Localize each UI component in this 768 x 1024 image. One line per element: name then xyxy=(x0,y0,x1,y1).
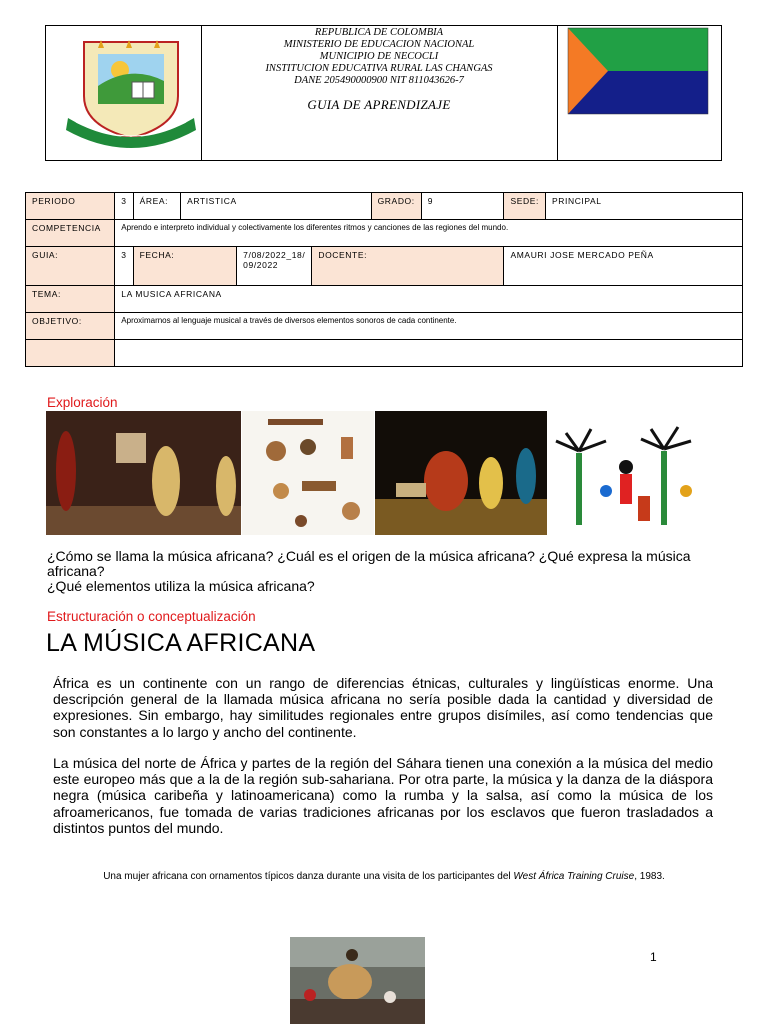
periodo-value: 3 xyxy=(115,193,133,220)
sede-value: PRINCIPAL xyxy=(545,193,742,220)
competencia-label: COMPETENCIA xyxy=(26,220,115,247)
tema-label: TEMA: xyxy=(26,286,115,313)
exploration-questions xyxy=(47,549,727,594)
page-number: 1 xyxy=(650,950,657,964)
info-table xyxy=(25,192,743,367)
african-art-illustration xyxy=(548,411,706,535)
header-line: DANE 205490000900 NIT 811043626-7 xyxy=(294,75,464,86)
flag-cell xyxy=(557,26,722,160)
header-line: REPUBLICA DE COLOMBIA xyxy=(314,27,444,38)
docente-value: AMAURI JOSE MERCADO PEÑA xyxy=(504,247,743,286)
exploration-image-strip xyxy=(46,411,706,535)
school-flag xyxy=(558,26,722,160)
docente-label: DOCENTE: xyxy=(312,247,504,286)
header-line: MUNICIPIO DE NECOCLI xyxy=(319,51,439,62)
header-line: MINISTERIO DE EDUCACION NACIONAL xyxy=(283,39,475,50)
question-line: ¿Qué elementos utiliza la música africana? xyxy=(47,578,315,594)
guide-title: GUIA DE APRENDIZAJE xyxy=(307,97,451,112)
objetivo-value: Aproximarnos al lenguaje musical a través de diversos elementos sonoros de cada continente. xyxy=(115,313,743,340)
header-line: INSTITUCION EDUCATIVA RURAL LAS CHANGAS xyxy=(265,63,493,74)
question-line: ¿Cómo se llama la música africana? ¿Cuál es el origen de la música africana? ¿Qué expresa la música africana? xyxy=(47,548,691,579)
guia-label: GUIA: xyxy=(26,247,115,286)
caption-text: Una mujer africana con ornamentos típicos danza durante una visita de los participantes del xyxy=(103,871,514,882)
dancer-photo xyxy=(290,937,425,1024)
paragraph: África es un continente con un rango de diferencias étnicas, culturales y lingüísticas enorme. Una descripción general de la llamada música africana no sería posible dada la cantidad y diversidad de expresiones. Sin embargo, hay similitudes regionales entre grupos disímiles, así como tendencias que son constantes a lo largo y ancho del continente. xyxy=(53,675,713,740)
structure-heading: Estructuración o conceptualización xyxy=(47,609,256,624)
fecha-label: FECHA: xyxy=(133,247,237,286)
competencia-value: Aprendo e interpreto individual y colectivamente los diferentes ritmos y canciones de las regiones del mundo. xyxy=(115,220,743,247)
tema-value: LA MUSICA AFRICANA xyxy=(115,286,743,313)
empty-label-cell xyxy=(26,340,115,367)
document-header xyxy=(45,25,722,161)
empty-value-cell xyxy=(115,340,743,367)
instruments-photo xyxy=(242,411,374,535)
area-label: ÁREA: xyxy=(133,193,180,220)
dancers-photo xyxy=(46,411,241,535)
exploration-heading: Exploración xyxy=(47,395,118,410)
area-value: ARTISTICA xyxy=(181,193,372,220)
caption-italic: West África Training Cruise xyxy=(513,871,635,882)
grado-label: GRADO: xyxy=(371,193,421,220)
school-crest-logo xyxy=(46,26,201,160)
sede-label: SEDE: xyxy=(504,193,546,220)
school-logo-cell xyxy=(46,26,202,160)
grado-value: 9 xyxy=(421,193,504,220)
image-caption xyxy=(0,871,768,882)
periodo-label: PERIODO xyxy=(26,193,115,220)
fecha-value: 7/08/2022_18/ 09/2022 xyxy=(237,247,312,286)
header-text xyxy=(202,26,556,160)
objetivo-label: OBJETIVO: xyxy=(26,313,115,340)
caption-text-end: , 1983. xyxy=(634,871,665,882)
main-title: LA MÚSICA AFRICANA xyxy=(46,629,316,657)
paragraph: La música del norte de África y partes de la región del Sáhara tienen una conexión a la música del medio este europeo más que a la de la región sub-sahariana. Por otra parte, la música y la danza de la diáspora negra (música caribeña y latinoamericana) como la rumba y la salsa, así como la música de los afroamericanos, fue tomada de varias tradiciones africanas por los esclavos que fueron trasladados a distintos puntos del mundo. xyxy=(53,755,713,836)
drummers-stage-photo xyxy=(375,411,547,535)
guia-value: 3 xyxy=(115,247,133,286)
